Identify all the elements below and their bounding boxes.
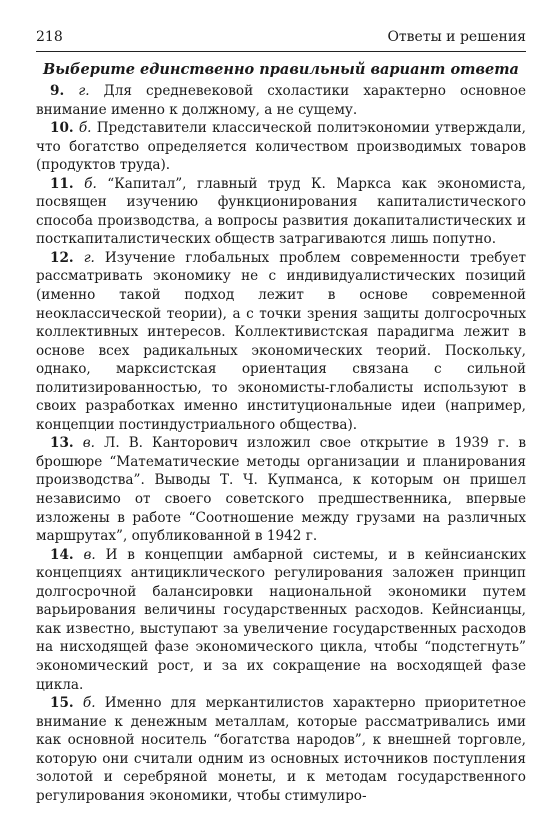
running-title: Ответы и решения — [387, 29, 526, 45]
answer-number: 15. — [50, 695, 74, 712]
answer-letter: б. — [78, 120, 92, 137]
answer-item — [36, 434, 526, 545]
answer-text: Для средневековой схоластики характерно основное внимание именно к должному, а не сущему. — [36, 83, 527, 118]
answer-text: Представители классической политэкономии утверждали, что богатство определяется количеством производимых товаров (продуктов труда). — [36, 120, 526, 174]
answer-text: Именно для меркантилистов характерно приоритетное внимание к денежным металлам, которые рассматривались ими как основной носитель “богатства народов”, к внешней торговле, которую они считали одним из основных источников поступления золотой и серебряной монеты, и к методам государственного регулирования экономики, чтобы стимулиро- — [36, 695, 526, 804]
answer-item — [36, 249, 526, 434]
answer-text: “Капитал”, главный труд К. Маркса как экономиста, посвящен изучению функционирования капиталистического способа производства, а вопросы развития докапиталистических и посткапиталистических обществ затрагиваются лишь попутно. — [36, 175, 526, 248]
section-title: Выберите единственно правильный вариант ответа — [43, 61, 519, 78]
answer-item — [36, 694, 526, 805]
answer-text: И в концепции амбарной системы, и в кейнсианских концепциях антициклического регулирования заложен принцип долгосрочной балансировки национальной экономики путем варьирования величины государственных расходов. Кейнсианцы, как известно, выступают за увеличение государственных расходов на нисходящей фазе экономического цикла, чтобы “подстегнуть” экономический рост, и за их сокращение на восходящей фазе цикла. — [36, 546, 526, 693]
answer-number: 10. — [50, 120, 74, 137]
answer-number: 9. — [50, 83, 65, 99]
answer-number: 12. — [50, 249, 74, 266]
answer-text: Изучение глобальных проблем современности требует рассматривать экономику не с индивидуалистических позиций (именно такой подход лежит в основе современной неоклассической теории), а с точки зрения защиты долгосрочных коллективных интересов. Коллективистская парадигма лежит в основе всех радикальных экономических теорий. Поскольку, однако, марксистская ориентация связана с сильной политизированностью, то экономисты-глобалисты используют в своих разработках именно институциональные идеи (например, концепции постиндустриального общества). — [36, 249, 526, 433]
answer-item — [36, 82, 526, 119]
answer-number: 14. — [50, 546, 74, 563]
answer-letter: в. — [82, 435, 95, 452]
answers-list — [36, 82, 526, 805]
answer-item — [36, 175, 526, 249]
answer-letter: г. — [83, 249, 95, 266]
page-number: 218 — [36, 29, 63, 45]
answer-number: 13. — [50, 435, 74, 452]
answer-item — [36, 119, 526, 175]
answer-number: 11. — [50, 175, 74, 192]
answer-letter: в. — [83, 546, 96, 563]
answer-text: Л. В. Канторович изложил свое открытие в 1939 г. в брошюре “Математические методы организации и планирования производства”. Выводы Т. Ч. Купманса, к которым он пришел независимо от своего советского предшественника, впервые изложены в работе “Соотношение между грузами на различных маршрутах”, опубликованной в 1942 г. — [36, 435, 526, 545]
answer-item — [36, 546, 526, 694]
page-header — [36, 28, 526, 52]
answer-letter: г. — [78, 83, 90, 99]
book-page — [36, 28, 526, 805]
answer-letter: б. — [82, 695, 96, 712]
answer-letter: б. — [84, 175, 97, 192]
